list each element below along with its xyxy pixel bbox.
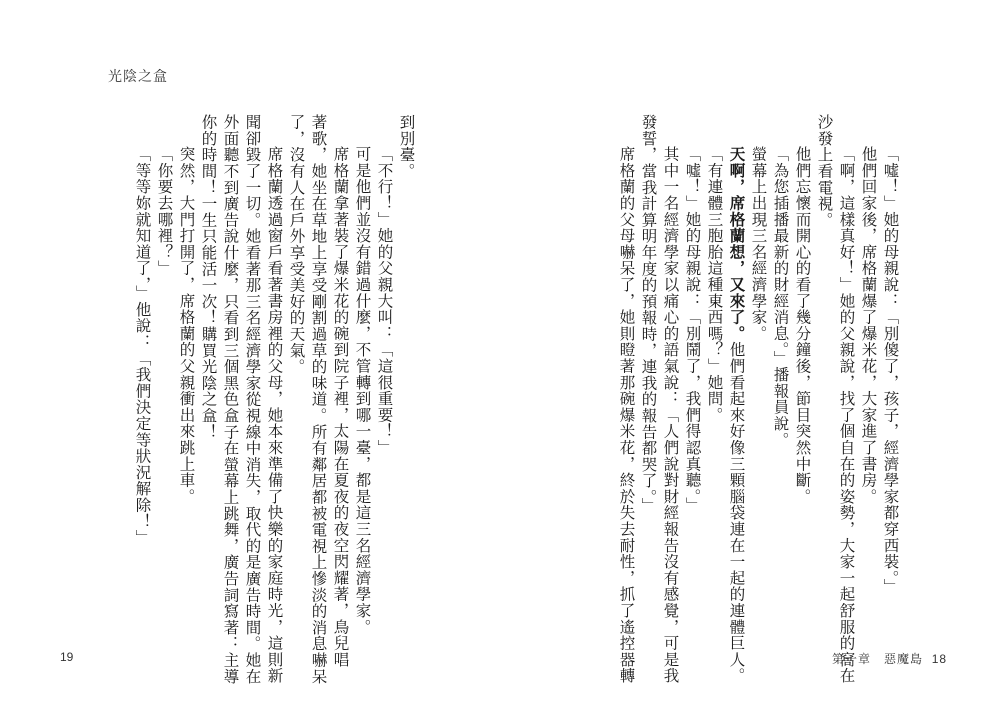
text-column: 沙發上看電視。 [815,114,834,229]
page-number-right: 18 [931,652,948,666]
text-column: 「等等妳就知道了，」他說：「我們決定等狀況解除！」 [133,146,152,546]
text-column: 了，沒有人在戶外享受美好的天氣。 [287,114,306,375]
running-head-title: 光陰之盒 [108,69,168,85]
text-column: 聞卻毀了一切。她看著那三名經濟學家從視線中消失，取代的是廣告時間。她在 [243,114,262,685]
text-column: 其中一名經濟學家以痛心的語氣說：「人們說對財經報告沒有感覺，可是我 [661,146,680,684]
running-foot-right [832,650,947,667]
text-column: 「為您插播最新的財經消息。」播報員說。 [771,146,790,448]
text-column: 「你要去哪裡？」 [155,146,174,277]
emphasis-text: 天啊，席格蘭想，又來了。 [727,146,747,342]
text-column: 席格蘭的父母嚇呆了，她則瞪著那碗爆米花，終於失去耐性，抓了遙控器轉 [617,146,636,684]
text-column: 螢幕上出現三名經濟學家。 [749,146,768,342]
text-run: 他們看起來好像三顆腦袋連在一起的連體巨人。 [727,341,746,684]
text-column: 他們忘懷而開心的看了幾分鐘後，節目突然中斷。 [793,146,812,505]
chapter-title: 第一章 惡魔島 [832,652,924,666]
text-column: 可是他們並沒有錯過什麼，不管轉到哪一臺，都是這三名經濟學家。 [353,146,372,635]
text-column: 外面聽不到廣告說什麼，只看到三個黑色盒子在螢幕上跳舞，廣告詞寫著：主導 [221,114,240,685]
text-column: 「不行！」她的父親大叫：「這很重要！」 [375,146,394,456]
text-column: 「噓！」她的母親說：「別傻了，孩子，經濟學家都穿西裝。」 [881,146,900,595]
page-number-left: 19 [60,650,74,664]
text-column: 發誓，當我計算明年度的預報時，連我的報告都哭了。」 [639,114,658,514]
text-column: 席格蘭透過窗戶看著書房裡的父母，她本來準備了快樂的家庭時光，這則新 [265,146,284,684]
text-column: 席格蘭拿著裝了爆米花的碗到院子裡，太陽在夏夜的夜空閃耀著，鳥兒唱 [331,146,350,668]
text-column: 「有連體三胞胎這種東西嗎？」她問。 [705,146,724,424]
text-column: 到別臺。 [397,114,416,180]
text-column: 你的時間！一生只能活一次！購買光陰之盒！ [199,114,218,440]
text-column: 「啊，這樣真好！」她的父親說，找了個自在的姿勢，大家一起舒服的窩在 [837,146,856,684]
text-column: 著歌，她坐在草地上享受剛割過草的味道。所有鄰居都被電視上慘淡的消息嚇呆 [309,114,328,685]
text-column: 他們回家後，席格蘭爆了爆米花，大家進了書房。 [859,146,878,505]
text-column [728,146,745,684]
text-column: 「噓！」她的母親說：「別鬧了，我們得認真聽。」 [683,146,702,514]
text-column: 突然，大門打開了，席格蘭的父親衝出來跳上車。 [177,146,196,505]
